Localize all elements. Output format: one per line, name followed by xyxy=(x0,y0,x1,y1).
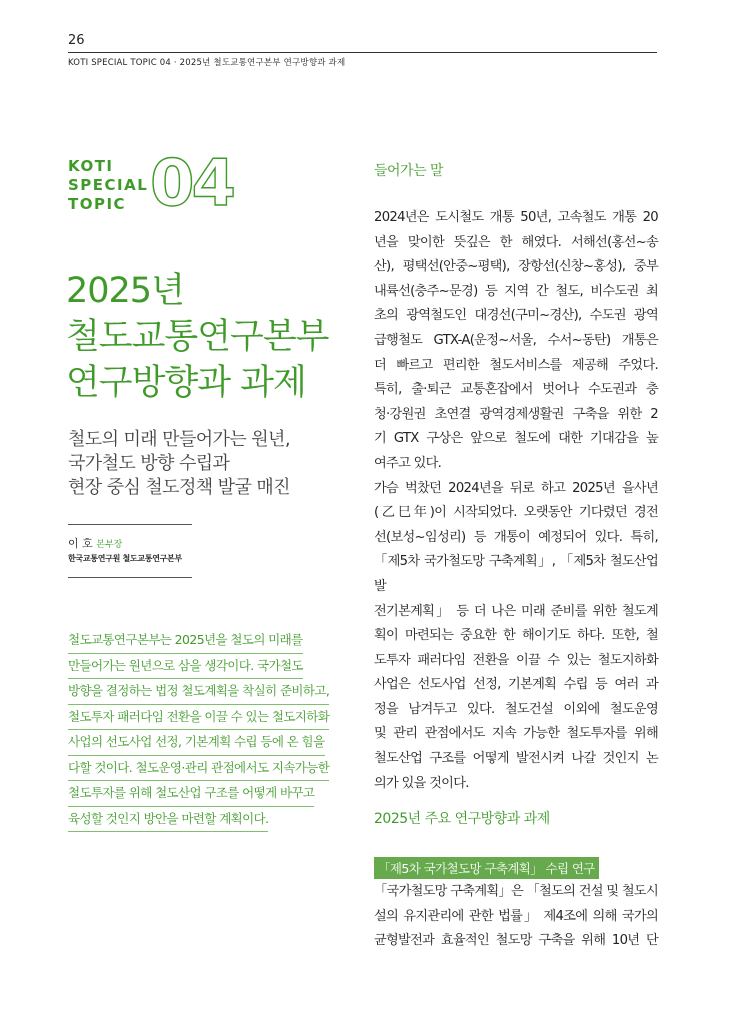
subtitle-line2: 국가철도 방향 수립과 xyxy=(68,453,230,474)
body-line: 년을 맞이한 뜻깊은 한 해였다. 서해선(홍선~송 xyxy=(374,234,658,250)
body-line: 내륙선(충주~문경) 등 지역 간 철도, 비수도권 최 xyxy=(374,283,658,299)
abstract xyxy=(68,628,348,832)
abstract-line: 만들어가는 원년으로 삼을 생각이다. 국가철도 xyxy=(68,654,303,680)
abstract-line: 철도교통연구본부는 2025년을 철도의 미래를 xyxy=(68,628,303,654)
body-line: 더 빠르고 편리한 철도서비스를 제공해 주었다. xyxy=(374,357,658,373)
subsection-heading-wrap xyxy=(374,857,658,879)
body-line: 선(보성~임성리) 등 개통이 예정되어 있다. 특히, xyxy=(374,529,658,545)
subtitle-line3: 현장 중심 철도정책 발굴 매진 xyxy=(68,477,290,498)
abstract-line: 철도투자 패러다임 전환을 이끌 수 있는 철도지하화 xyxy=(68,705,329,731)
body-line: 산), 평택선(안중~평택), 장항선(신창~홍성), 중부 xyxy=(374,259,658,275)
header-rule xyxy=(68,52,657,53)
topic-number: 04 xyxy=(150,147,234,221)
body-line: 「제5차 국가철도망 구축계획」, 「제5차 철도산업발 xyxy=(374,554,658,594)
author-role: 본부장 xyxy=(96,540,123,550)
body-line: 전기본계획」 등 더 나은 미래 준비를 위한 철도계 xyxy=(374,603,658,619)
body-line: 균형발전과 효율적인 철도망 구축을 위해 10년 단 xyxy=(374,933,658,949)
body-line: 의가 있을 것이다. xyxy=(374,775,469,791)
subtitle-line1: 철도의 미래 만들어가는 원년, xyxy=(68,429,290,450)
author-rule-top xyxy=(68,524,192,525)
author-name: 이 호 xyxy=(68,537,93,550)
author-affiliation: 한국교통연구원 철도교통연구본부 xyxy=(68,554,182,563)
body-line: (乙巳年)이 시작되었다. 오랫동안 기다렸던 경전 xyxy=(374,505,658,521)
title-line3: 연구방향과 과제 xyxy=(66,363,306,403)
body-line: 초의 광역철도인 대경선(구미~경산), 수도권 광역 xyxy=(374,308,658,324)
topic-label xyxy=(68,157,148,214)
section-heading: 2025년 주요 연구방향과 과제 xyxy=(374,811,550,827)
body-line: 사업은 선도사업 선정, 기본계획 수립 등 여러 과 xyxy=(374,677,658,693)
section2-body xyxy=(374,880,658,954)
abstract-line: 철도투자를 위해 철도산업 구조를 어떻게 바꾸고 xyxy=(68,781,314,807)
author-rule-bottom xyxy=(68,577,192,578)
body-line: 획이 마련되는 중요한 한 해이기도 하다. 또한, 철 xyxy=(374,628,658,644)
body-line: 2024년은 도시철도 개통 50년, 고속철도 개통 20 xyxy=(374,210,658,225)
topic-label-line3: TOPIC xyxy=(68,195,127,213)
page-number: 26 xyxy=(68,33,85,48)
intro-heading: 들어가는 말 xyxy=(374,163,444,179)
topic-label-line1: KOTI xyxy=(68,157,114,175)
body-line: 설의 유지관리에 관한 법률」 제4조에 의해 국가의 xyxy=(374,908,658,924)
topic-label-line2: SPECIAL xyxy=(68,176,149,194)
body-line: 「국가철도망 구축계획」은 「철도의 건설 및 철도시 xyxy=(374,884,658,899)
body-line: 여주고 있다. xyxy=(374,455,442,471)
abstract-line: 사업의 선도사업 선정, 기본계획 수립 등에 온 힘을 xyxy=(68,730,325,756)
body-line: 기 GTX 구상은 앞으로 철도에 대한 기대감을 높 xyxy=(374,431,658,447)
article-subtitle xyxy=(68,428,368,500)
title-line2: 철도교통연구본부 xyxy=(66,317,329,357)
author-name-block xyxy=(68,535,122,551)
article-title xyxy=(66,268,366,406)
body-line: 및 관리 관점에서도 지속 가능한 철도투자를 위해 xyxy=(374,726,658,742)
running-title: KOTI SPECIAL TOPIC 04 · 2025년 철도교통연구본부 연구방향과 과제 xyxy=(68,58,346,68)
abstract-line: 다할 것이다. 철도운영·관리 관점에서도 지속가능한 xyxy=(68,756,329,782)
subsection-heading: 「제5차 국가철도망 구축계획」 수립 연구 xyxy=(374,857,599,879)
body-line: 도투자 패러다임 전환을 이끌 수 있는 철도지하화 xyxy=(374,652,658,668)
body-line: 정을 남겨두고 있다. 철도건설 이외에 철도운영 xyxy=(374,701,658,717)
intro-body xyxy=(374,206,658,796)
title-line1: 2025년 xyxy=(66,271,184,311)
body-line: 철도산업 구조를 어떻게 발전시켜 나갈 것인지 논 xyxy=(374,751,658,767)
body-line: 특히, 출·퇴근 교통혼잡에서 벗어나 수도권과 충 xyxy=(374,382,658,398)
body-line: 청·강원권 초연결 광역경제생활권 구축을 위한 2 xyxy=(374,406,658,422)
body-line: 가슴 벅찼던 2024년을 뒤로 하고 2025년 을사년 xyxy=(374,480,658,496)
body-line: 급행철도 GTX-A(운정~서울, 수서~동탄) 개통은 xyxy=(374,332,658,348)
abstract-line: 방향을 결정하는 법정 철도계획을 착실히 준비하고, xyxy=(68,679,329,705)
abstract-line: 육성할 것인지 방안을 마련할 계획이다. xyxy=(68,807,268,833)
